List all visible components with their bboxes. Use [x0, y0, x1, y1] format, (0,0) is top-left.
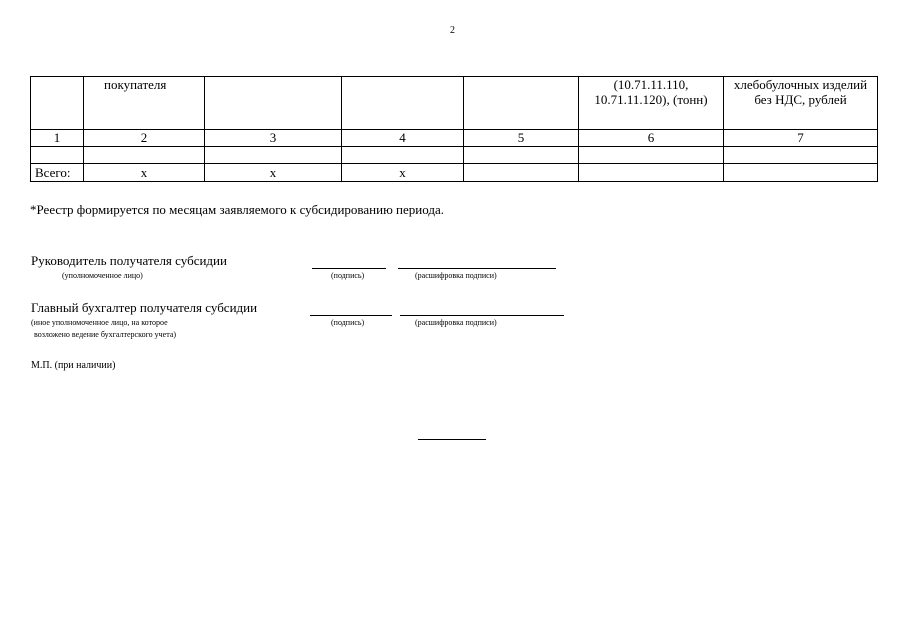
- column-number: 4: [342, 130, 464, 147]
- page-number: 2: [450, 25, 455, 36]
- accountant-decode-caption: (расшифровка подписи): [415, 318, 497, 327]
- head-title: Руководитель получателя субсидии: [31, 253, 227, 268]
- table-cell: [342, 147, 464, 164]
- table-cell: х: [205, 164, 342, 182]
- head-decode-line: [398, 268, 556, 269]
- table-header-cell: [342, 77, 464, 130]
- head-decode-caption: (расшифровка подписи): [415, 271, 497, 280]
- table-cell: х: [342, 164, 464, 182]
- table-header-cell: (10.71.11.110, 10.71.11.120), (тонн): [579, 77, 724, 130]
- table-total-row: [31, 164, 878, 182]
- table-cell: [84, 147, 205, 164]
- column-number: 6: [579, 130, 724, 147]
- table-header-cell: [31, 77, 84, 130]
- table-cell: [31, 147, 84, 164]
- registry-table: [30, 76, 878, 182]
- column-number: 2: [84, 130, 205, 147]
- table-header-cell: покупателя: [84, 77, 205, 130]
- table-header-row: [31, 77, 878, 130]
- column-number: 3: [205, 130, 342, 147]
- table-cell: [724, 164, 878, 182]
- table-cell: [724, 147, 878, 164]
- head-subtitle: (уполномоченное лицо): [62, 271, 143, 280]
- accountant-decode-line: [400, 315, 564, 316]
- footnote: *Реестр формируется по месяцам заявляемого к субсидированию периода.: [30, 202, 444, 217]
- table-row: [31, 147, 878, 164]
- column-number: 7: [724, 130, 878, 147]
- table-cell: [579, 147, 724, 164]
- total-label: Всего:: [31, 164, 84, 182]
- table-header-cell: хлебобулочных изделий без НДС, рублей: [724, 77, 878, 130]
- table-header-cell: [205, 77, 342, 130]
- table-cell: х: [84, 164, 205, 182]
- head-signature-caption: (подпись): [331, 271, 365, 280]
- accountant-title: Главный бухгалтер получателя субсидии: [31, 300, 258, 315]
- table-cell: [205, 147, 342, 164]
- accountant-signature-caption: (подпись): [331, 318, 365, 327]
- accountant-subtitle-2: возложено ведение бухгалтерского учета): [34, 330, 177, 339]
- column-number: 5: [464, 130, 579, 147]
- table-cell: [464, 164, 579, 182]
- column-number: 1: [31, 130, 84, 147]
- separator-line: [418, 439, 486, 440]
- table-header-cell: [464, 77, 579, 130]
- table-cell: [464, 147, 579, 164]
- accountant-subtitle-1: (иное уполномоченное лицо, на которое: [31, 318, 168, 327]
- head-signature-line: [312, 268, 386, 269]
- table-cell: [579, 164, 724, 182]
- table-number-row: [31, 130, 878, 147]
- stamp-note: М.П. (при наличии): [31, 360, 116, 371]
- accountant-signature-line: [310, 315, 392, 316]
